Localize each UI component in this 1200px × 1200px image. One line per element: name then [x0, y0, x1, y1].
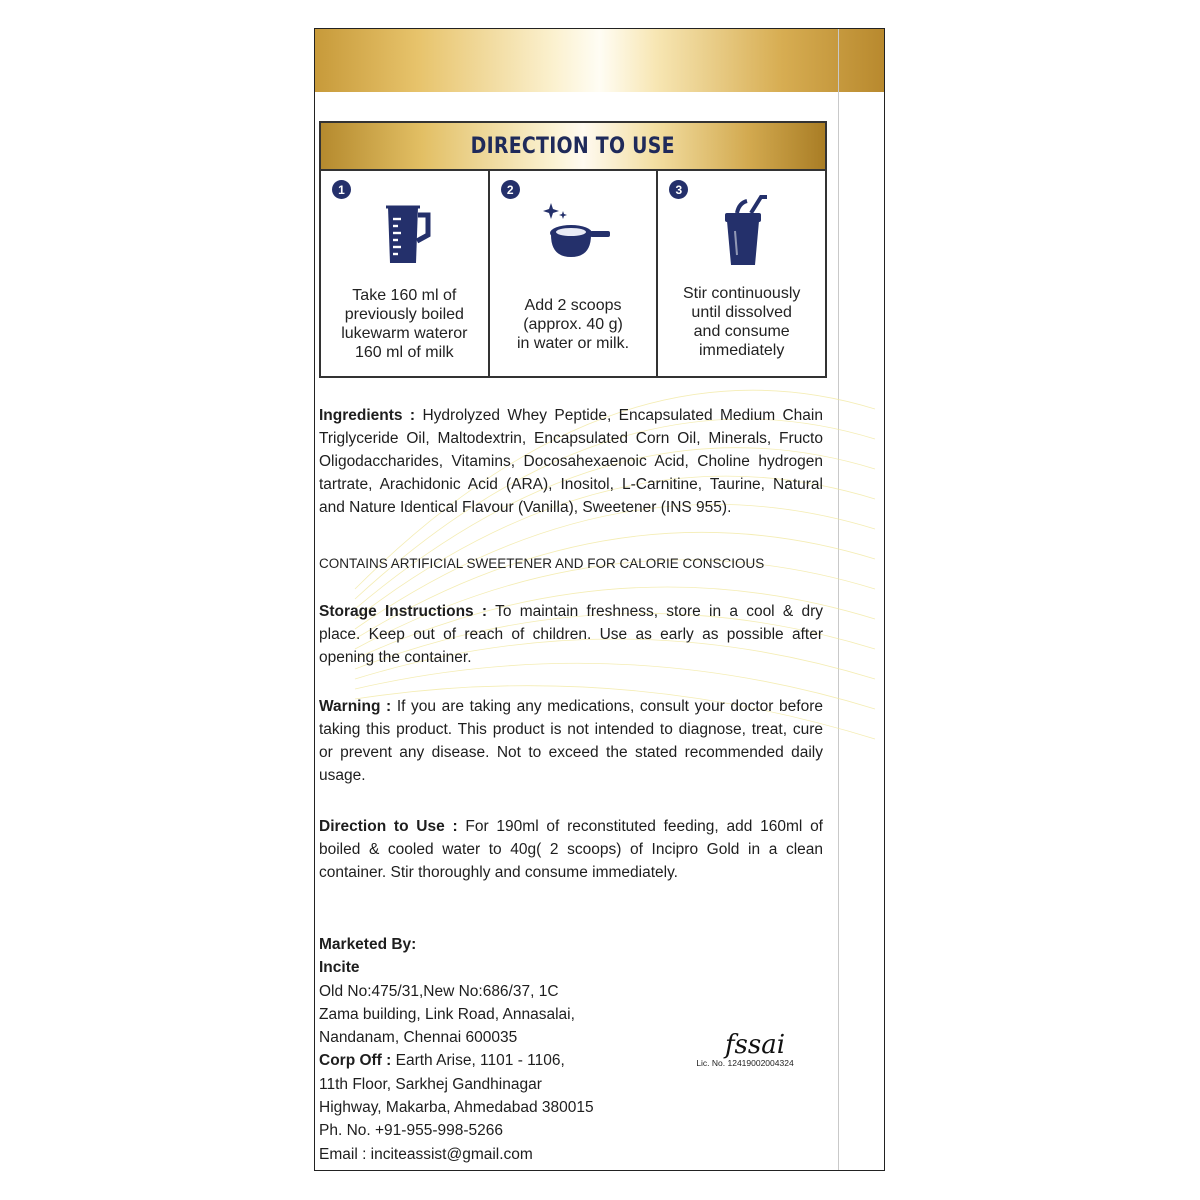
ingredients-section [319, 404, 823, 519]
product-label-panel [314, 28, 885, 1171]
ingredients-text: Hydrolyzed Whey Peptide, Encapsulated Medium Chain Triglyceride Oil, Maltodextrin, Encapsulated Corn Oil, Minerals, Fructo Oligodaccharides, Vitamins, Docosahexaenoic Acid, Choline hydrogen tartrate, Arachidonic Acid (ARA), Inositol, L-Carnitine, Taurine, Natural and Nature Identical Flavour (Vanilla), Sweetener (INS 955). [319, 407, 823, 516]
address-line: Zama building, Link Road, Annasalai, [319, 1005, 575, 1023]
step-2-number: 2 [501, 180, 520, 199]
fssai-mark [696, 1030, 800, 1068]
step-1-line: previously boiled [344, 306, 464, 323]
scoop-icon [535, 193, 615, 273]
corp-office-line: Highway, Makarba, Ahmedabad 380015 [319, 1099, 594, 1117]
address-line: Nandanam, Chennai 600035 [319, 1029, 518, 1047]
direction-text-label: Direction to Use : [319, 818, 458, 835]
corp-office-line: 11th Floor, Sarkhej Gandhinagar [319, 1075, 542, 1093]
step-3-line: Stir continuously [682, 285, 801, 302]
caution-text: CONTAINS ARTIFICIAL SWEETENER AND FOR CALORIE CONSCIOUS [319, 556, 765, 571]
warning-label: Warning : [319, 698, 392, 715]
storage-label: Storage Instructions : [319, 603, 488, 620]
address-line: Old No:475/31,New No:686/37, 1C [319, 982, 559, 1000]
step-3-line: immediately [699, 342, 785, 359]
corp-office-label: Corp Off : [319, 1052, 392, 1070]
fssai-license-number: Lic. No. 12419002004324 [696, 1058, 794, 1068]
step-3-line: and consume [693, 323, 790, 340]
direction-text-section [319, 815, 823, 884]
step-1-cell [321, 169, 490, 376]
step-3-cell [658, 169, 825, 376]
direction-text-body: For 190ml of reconstituted feeding, add 160ml of boiled & cooled water to 40g( 2 scoops) of Incipro Gold in a clean container. Stir thoroughly and consume immediately. [319, 818, 823, 881]
step-2-line: (approx. 40 g) [523, 316, 623, 333]
warning-section [319, 695, 823, 787]
shaker-icon [703, 193, 783, 273]
step-1-line: lukewarm wateror [341, 325, 468, 342]
step-3-number: 3 [669, 180, 688, 199]
direction-header [321, 123, 825, 171]
step-1-line: Take 160 ml of [352, 287, 457, 304]
measuring-jug-icon [366, 193, 446, 273]
email-address: Email : inciteassist@gmail.com [319, 1145, 533, 1163]
step-2-line: in water or milk. [516, 335, 630, 352]
fssai-logo: fssai [724, 1030, 786, 1060]
direction-title: DIRECTION TO USE [470, 133, 676, 159]
corp-office-line: Earth Arise, 1101 - 1106, [391, 1052, 565, 1070]
step-1-number: 1 [332, 180, 351, 199]
warning-text: If you are taking any medications, consult your doctor before taking this product. This product is not intended to diagnose, treat, cure or prevent any disease. Not to exceed the stated recommended daily usage. [319, 698, 823, 784]
marketed-by-section [319, 933, 594, 1166]
direction-to-use-box [319, 121, 827, 378]
step-1-line: 160 ml of milk [354, 344, 454, 361]
step-2-cell [490, 169, 659, 376]
storage-section [319, 600, 823, 669]
company-name: Incite [319, 959, 360, 977]
marketed-by-label: Marketed By: [319, 936, 417, 953]
step-2-line: Add 2 scoops [524, 297, 622, 314]
step-3-line: until dissolved [691, 304, 792, 321]
ingredients-label: Ingredients : [319, 407, 416, 424]
storage-text: To maintain freshness, store in a cool & dry place. Keep out of reach of children. Use as early as possible after opening the container. [319, 603, 824, 666]
phone-number: Ph. No. +91-955-998-5266 [319, 1122, 503, 1140]
